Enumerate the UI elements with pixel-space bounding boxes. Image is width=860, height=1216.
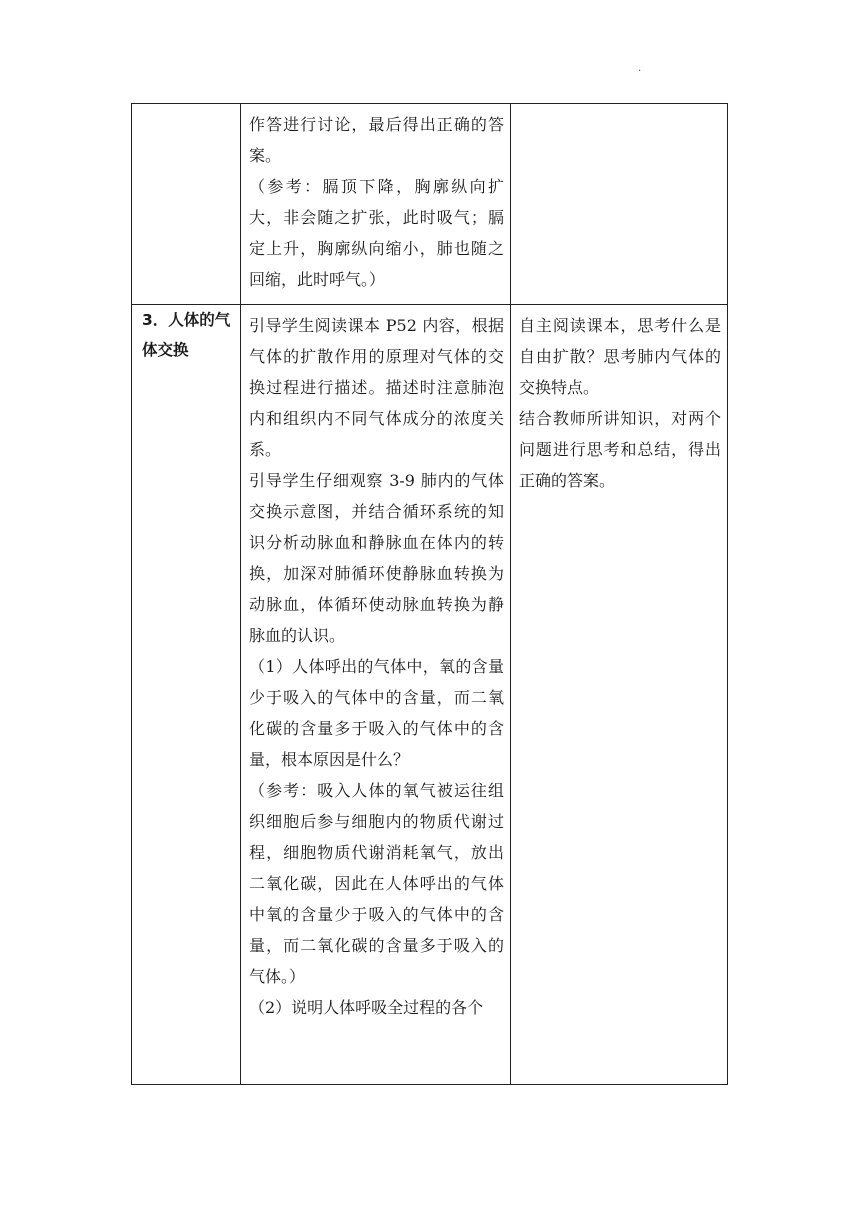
teacher-paragraph: 引导学生仔细观察 3-9 肺内的气体交换示意图，并结合循环系统的知识分析动脉血和静脉血在体内的转换，加深对肺循环使静脉血转换为动脉血，体循环使动脉血转换为静脉血的认识。 bbox=[249, 471, 504, 645]
student-activity-cell bbox=[511, 305, 728, 1085]
teacher-question: （2）说明人体呼吸全过程的各个 bbox=[249, 998, 484, 1017]
student-paragraph: 结合教师所讲知识，对两个问题进行思考和总结，得出正确的答案。 bbox=[519, 409, 721, 490]
teacher-paragraph: （参考：膈顶下降，胸廓纵向扩大，非会随之扩张，此时吸气；膈定上升，胸廓纵向缩小，肺也随之回缩，此时呼气。） bbox=[249, 177, 504, 289]
table-row bbox=[132, 104, 728, 305]
section-title: 3．人体的气体交换 bbox=[142, 311, 231, 359]
section-cell bbox=[132, 305, 241, 1085]
student-paragraph: 自主阅读课本，思考什么是自由扩散？思考肺内气体的交换特点。 bbox=[519, 316, 721, 397]
section-cell bbox=[132, 104, 241, 305]
teacher-activity-cell bbox=[241, 104, 511, 305]
table-row bbox=[132, 305, 728, 1085]
page-mark: . bbox=[638, 63, 642, 74]
lesson-plan-table bbox=[131, 103, 728, 1085]
teacher-question: （1）人体呼出的气体中，氧的含量少于吸入的气体中的含量，而二氧化碳的含量多于吸入的气体中的含量，根本原因是什么？ bbox=[249, 657, 504, 769]
teacher-paragraph: 作答进行讨论，最后得出正确的答案。 bbox=[249, 115, 504, 165]
teacher-paragraph: 引导学生阅读课本 P52 内容，根据气体的扩散作用的原理对气体的交换过程进行描述。描述时注意肺泡内和组织内不同气体成分的浓度关系。 bbox=[249, 316, 504, 459]
teacher-activity-cell bbox=[241, 305, 511, 1085]
student-activity-cell bbox=[511, 104, 728, 305]
teacher-paragraph: （参考：吸入人体的氧气被运往组织细胞后参与细胞内的物质代谢过程，细胞物质代谢消耗氧气，放出二氧化碳，因此在人体呼出的气体中氧的含量少于吸入的气体中的含量，而二氧化碳的含量多于吸入的气体。） bbox=[249, 781, 504, 986]
